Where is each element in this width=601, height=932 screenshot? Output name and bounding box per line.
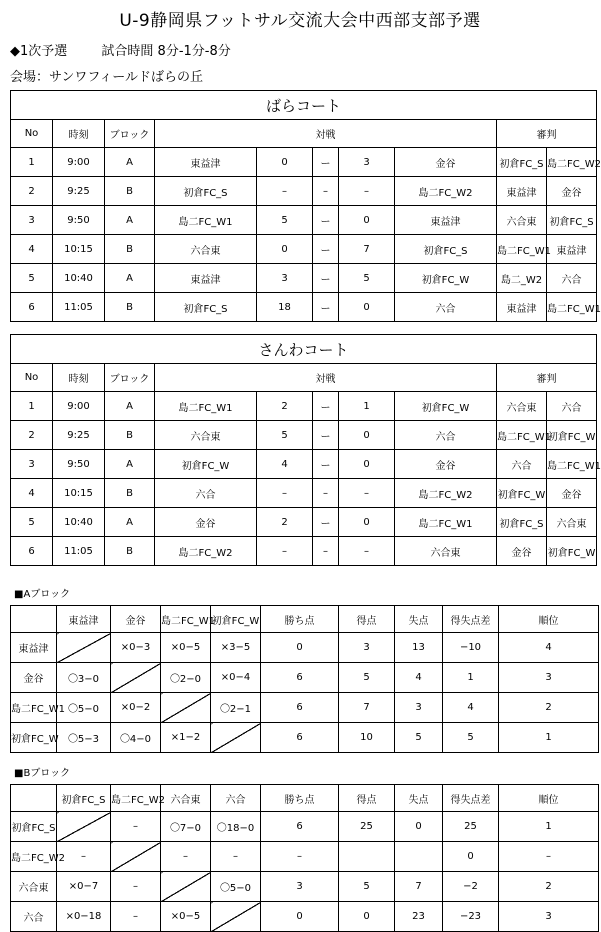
cell-dash: ー (313, 293, 339, 322)
cell-away: 初倉FC_S (395, 235, 497, 264)
cell-hs: – (257, 177, 313, 206)
result-cell: 〇5−0 (211, 872, 261, 902)
cell-time: 9:00 (53, 148, 105, 177)
cell-r1: 六合東 (497, 392, 547, 421)
result-cell: 〇7−0 (161, 812, 211, 842)
table-row (11, 693, 599, 723)
cell-r1: 島二FC_W1 (497, 235, 547, 264)
result-cell: 〇5−3 (57, 723, 111, 753)
team-header: 初倉FC_S (57, 785, 111, 812)
stat-cell: 5 (339, 872, 395, 902)
cell-block: A (105, 392, 155, 421)
table-row (11, 842, 599, 872)
cell-dash: ー (313, 450, 339, 479)
self-match-cell (211, 723, 261, 753)
cell-time: 10:40 (53, 264, 105, 293)
cell-away: 六合東 (395, 537, 497, 566)
team-name: 東益津 (11, 633, 57, 663)
stat-cell: 25 (443, 812, 499, 842)
stat-header: 失点 (395, 606, 443, 633)
team-header: 島二FC_W2 (111, 785, 161, 812)
round-subtitle (10, 40, 231, 59)
team-header: 金谷 (111, 606, 161, 633)
cell-as: – (339, 479, 395, 508)
header-row (11, 120, 597, 148)
self-match-cell (211, 902, 261, 932)
cell-r1: 六合東 (497, 206, 547, 235)
cell-time: 10:15 (53, 235, 105, 264)
cell-hs: – (257, 479, 313, 508)
stat-cell: 0 (261, 633, 339, 663)
cell-away: 初倉FC_W (395, 264, 497, 293)
cell-time: 11:05 (53, 293, 105, 322)
table-row (11, 177, 597, 206)
cell-no: 6 (11, 293, 53, 322)
cell-hs: 5 (257, 206, 313, 235)
cell-no: 4 (11, 235, 53, 264)
cell-away: 六合 (395, 421, 497, 450)
stat-cell: 3 (339, 633, 395, 663)
stat-cell (339, 842, 395, 872)
cell-as: 0 (339, 293, 395, 322)
cell-hs: 3 (257, 264, 313, 293)
team-name: 初倉FC_S (11, 812, 57, 842)
cell-home: 六合東 (155, 235, 257, 264)
self-match-cell (111, 842, 161, 872)
header-referee: 審判 (497, 364, 597, 392)
stat-cell: −23 (443, 902, 499, 932)
table-row (11, 264, 597, 293)
cell-hs: 0 (257, 235, 313, 264)
stat-cell: 13 (395, 633, 443, 663)
corner-cell (11, 606, 57, 633)
court-name-row (11, 335, 597, 364)
block-label: ■Aブロック (14, 589, 71, 600)
stat-cell: 2 (499, 872, 599, 902)
result-cell: 〇2−0 (161, 663, 211, 693)
cell-r1: 六合 (497, 450, 547, 479)
cell-r1: 島二FC_W1 (497, 421, 547, 450)
stat-cell: −2 (443, 872, 499, 902)
cell-block: B (105, 537, 155, 566)
team-name: 初倉FC_W (11, 723, 57, 753)
cell-block: A (105, 206, 155, 235)
cell-hs: 2 (257, 392, 313, 421)
table-row (11, 421, 597, 450)
stat-cell: 10 (339, 723, 395, 753)
result-cell: ×0−3 (111, 633, 161, 663)
team-header: 島二FC_W1 (161, 606, 211, 633)
cell-as: 1 (339, 392, 395, 421)
stat-cell: 6 (261, 663, 339, 693)
cell-no: 4 (11, 479, 53, 508)
stat-cell: 3 (261, 872, 339, 902)
cell-block: B (105, 293, 155, 322)
stat-header: 勝ち点 (261, 785, 339, 812)
header-match: 対戦 (155, 364, 497, 392)
stat-cell (395, 842, 443, 872)
stat-cell: – (261, 842, 339, 872)
cell-block: A (105, 148, 155, 177)
cell-block: A (105, 450, 155, 479)
cell-r2: 六合東 (547, 508, 597, 537)
cell-block: B (105, 479, 155, 508)
team-header: 初倉FC_W (211, 606, 261, 633)
cell-away: 初倉FC_W (395, 392, 497, 421)
table-row (11, 812, 599, 842)
cell-r2: 六合 (547, 264, 597, 293)
cell-away: 東益津 (395, 206, 497, 235)
cell-as: 0 (339, 508, 395, 537)
cell-dash: ー (313, 421, 339, 450)
cell-block: A (105, 508, 155, 537)
result-cell: ×3−5 (211, 633, 261, 663)
cell-as: – (339, 177, 395, 206)
result-cell: – (111, 872, 161, 902)
result-cell: 〇4−0 (111, 723, 161, 753)
header-row (11, 606, 599, 633)
cell-dash: – (313, 537, 339, 566)
cell-home: 六合 (155, 479, 257, 508)
cell-away: 六合 (395, 293, 497, 322)
cell-as: 5 (339, 264, 395, 293)
team-name: 金谷 (11, 663, 57, 693)
cell-r1: 金谷 (497, 537, 547, 566)
result-cell: 〇5−0 (57, 693, 111, 723)
court-schedule-table (10, 90, 601, 322)
header-time: 時刻 (53, 364, 105, 392)
result-cell: 〇3−0 (57, 663, 111, 693)
table-row (11, 723, 599, 753)
stat-cell: 4 (499, 633, 599, 663)
cell-r2: 東益津 (547, 235, 597, 264)
cell-hs: 0 (257, 148, 313, 177)
table-row (11, 537, 597, 566)
cell-r1: 東益津 (497, 177, 547, 206)
cell-away: 金谷 (395, 148, 497, 177)
cell-hs: 4 (257, 450, 313, 479)
cell-no: 5 (11, 508, 53, 537)
cell-dash: ー (313, 148, 339, 177)
result-cell: ×0−7 (57, 872, 111, 902)
stat-cell: 3 (499, 902, 599, 932)
stat-header: 順位 (499, 785, 599, 812)
self-match-cell (161, 872, 211, 902)
stat-header: 得点 (339, 606, 395, 633)
cell-away: 島二FC_W1 (395, 508, 497, 537)
header-no: No (11, 120, 53, 148)
cell-home: 島二FC_W2 (155, 537, 257, 566)
cell-away: 金谷 (395, 450, 497, 479)
stat-cell: 6 (261, 693, 339, 723)
header-time: 時刻 (53, 120, 105, 148)
team-name: 六合東 (11, 872, 57, 902)
table-row (11, 206, 597, 235)
cell-as: 0 (339, 450, 395, 479)
cell-time: 9:00 (53, 392, 105, 421)
cell-no: 1 (11, 392, 53, 421)
team-name: 島二FC_W1 (11, 693, 57, 723)
block-standings-table (10, 784, 599, 932)
cell-r2: 初倉FC_S (547, 206, 597, 235)
table-row (11, 479, 597, 508)
result-cell: ×0−18 (57, 902, 111, 932)
cell-no: 3 (11, 450, 53, 479)
cell-r1: 初倉FC_W (497, 479, 547, 508)
cell-home: 東益津 (155, 148, 257, 177)
table-row (11, 148, 597, 177)
stat-cell: 0 (339, 902, 395, 932)
stat-cell: 3 (395, 693, 443, 723)
cell-time: 9:25 (53, 177, 105, 206)
cell-block: A (105, 264, 155, 293)
cell-no: 1 (11, 148, 53, 177)
cell-dash: ー (313, 206, 339, 235)
cell-time: 9:25 (53, 421, 105, 450)
page-title: U-9静岡県フットサル交流大会中西部支部予選 (119, 11, 481, 31)
stat-cell: 25 (339, 812, 395, 842)
cell-time: 10:15 (53, 479, 105, 508)
stat-cell: 7 (395, 872, 443, 902)
cell-time: 11:05 (53, 537, 105, 566)
team-header: 六合東 (161, 785, 211, 812)
stat-cell: 5 (395, 723, 443, 753)
stat-cell: −10 (443, 633, 499, 663)
self-match-cell (161, 693, 211, 723)
cell-hs: 18 (257, 293, 313, 322)
cell-r1: 東益津 (497, 293, 547, 322)
cell-r2: 島二FC_W1 (547, 450, 597, 479)
stat-cell: 0 (395, 812, 443, 842)
result-cell: ×1−2 (161, 723, 211, 753)
header-block: ブロック (105, 120, 155, 148)
cell-as: – (339, 537, 395, 566)
stat-cell: 4 (443, 693, 499, 723)
cell-hs: 2 (257, 508, 313, 537)
cell-no: 3 (11, 206, 53, 235)
cell-home: 島二FC_W1 (155, 392, 257, 421)
cell-r2: 初倉FC_W (547, 421, 597, 450)
header-row (11, 364, 597, 392)
cell-dash: ー (313, 392, 339, 421)
table-row (11, 392, 597, 421)
stat-header: 失点 (395, 785, 443, 812)
cell-no: 5 (11, 264, 53, 293)
stat-cell: 2 (499, 693, 599, 723)
result-cell: – (57, 842, 111, 872)
team-header: 六合 (211, 785, 261, 812)
cell-dash: ー (313, 235, 339, 264)
cell-dash: – (313, 177, 339, 206)
cell-dash: ー (313, 264, 339, 293)
stat-header: 得失点差 (443, 785, 499, 812)
cell-block: B (105, 235, 155, 264)
table-row (11, 450, 597, 479)
table-row (11, 235, 597, 264)
table-row (11, 872, 599, 902)
stat-cell: 3 (499, 663, 599, 693)
court-name: さんわコート (11, 335, 597, 364)
court-name: ばらコート (11, 91, 597, 120)
cell-time: 9:50 (53, 206, 105, 235)
cell-home: 六合東 (155, 421, 257, 450)
stat-cell: – (499, 842, 599, 872)
cell-hs: 5 (257, 421, 313, 450)
stat-header: 得点 (339, 785, 395, 812)
cell-dash: – (313, 479, 339, 508)
block-label: ■Bブロック (14, 768, 71, 779)
venue: 会場：サンワフィールドばらの丘 (10, 70, 204, 85)
cell-dash: ー (313, 508, 339, 537)
self-match-cell (57, 633, 111, 663)
result-cell: ×0−4 (211, 663, 261, 693)
stat-cell: 4 (395, 663, 443, 693)
stat-cell: 5 (339, 663, 395, 693)
header-row (11, 785, 599, 812)
result-cell: 〇18−0 (211, 812, 261, 842)
table-row (11, 663, 599, 693)
cell-r1: 島二_W2 (497, 264, 547, 293)
cell-r1: 初倉FC_S (497, 148, 547, 177)
cell-r2: 六合 (547, 392, 597, 421)
cell-time: 10:40 (53, 508, 105, 537)
table-row (11, 633, 599, 663)
stat-cell: 1 (443, 663, 499, 693)
header-referee: 審判 (497, 120, 597, 148)
court-name-row (11, 91, 597, 120)
stat-header: 得失点差 (443, 606, 499, 633)
header-match: 対戦 (155, 120, 497, 148)
self-match-cell (57, 812, 111, 842)
cell-hs: – (257, 537, 313, 566)
cell-home: 金谷 (155, 508, 257, 537)
cell-block: B (105, 421, 155, 450)
block-standings-table (10, 605, 599, 753)
cell-time: 9:50 (53, 450, 105, 479)
cell-r2: 金谷 (547, 177, 597, 206)
cell-r2: 初倉FC_W (547, 537, 597, 566)
court-schedule-table (10, 334, 601, 566)
cell-home: 東益津 (155, 264, 257, 293)
cell-away: 島二FC_W2 (395, 177, 497, 206)
cell-r2: 島二FC_W2 (547, 148, 597, 177)
result-cell: – (111, 812, 161, 842)
cell-r1: 初倉FC_S (497, 508, 547, 537)
cell-home: 初倉FC_W (155, 450, 257, 479)
stat-cell: 0 (443, 842, 499, 872)
result-cell: – (111, 902, 161, 932)
result-cell: – (211, 842, 261, 872)
self-match-cell (111, 663, 161, 693)
stat-cell: 0 (261, 902, 339, 932)
corner-cell (11, 785, 57, 812)
stat-cell: 6 (261, 812, 339, 842)
stat-header: 順位 (499, 606, 599, 633)
cell-as: 7 (339, 235, 395, 264)
cell-as: 3 (339, 148, 395, 177)
cell-home: 島二FC_W1 (155, 206, 257, 235)
stat-cell: 7 (339, 693, 395, 723)
stat-header: 勝ち点 (261, 606, 339, 633)
result-cell: – (161, 842, 211, 872)
stat-cell: 23 (395, 902, 443, 932)
cell-home: 初倉FC_S (155, 177, 257, 206)
cell-away: 島二FC_W2 (395, 479, 497, 508)
stat-cell: 6 (261, 723, 339, 753)
stat-cell: 1 (499, 723, 599, 753)
table-row (11, 902, 599, 932)
result-cell: ×0−5 (161, 633, 211, 663)
round-label: ◆1次予選 (10, 44, 68, 59)
cell-block: B (105, 177, 155, 206)
table-row (11, 293, 597, 322)
team-name: 島二FC_W2 (11, 842, 57, 872)
result-cell: ×0−2 (111, 693, 161, 723)
header-no: No (11, 364, 53, 392)
cell-no: 2 (11, 177, 53, 206)
stat-cell: 5 (443, 723, 499, 753)
result-cell: 〇2−1 (211, 693, 261, 723)
header-block: ブロック (105, 364, 155, 392)
result-cell: ×0−5 (161, 902, 211, 932)
stat-cell: 1 (499, 812, 599, 842)
cell-home: 初倉FC_S (155, 293, 257, 322)
cell-r2: 島二FC_W1 (547, 293, 597, 322)
cell-as: 0 (339, 421, 395, 450)
team-name: 六合 (11, 902, 57, 932)
cell-no: 6 (11, 537, 53, 566)
cell-r2: 金谷 (547, 479, 597, 508)
team-header: 東益津 (57, 606, 111, 633)
table-row (11, 508, 597, 537)
cell-no: 2 (11, 421, 53, 450)
match-time: 試合時間 8分-1分-8分 (101, 44, 231, 59)
cell-as: 0 (339, 206, 395, 235)
